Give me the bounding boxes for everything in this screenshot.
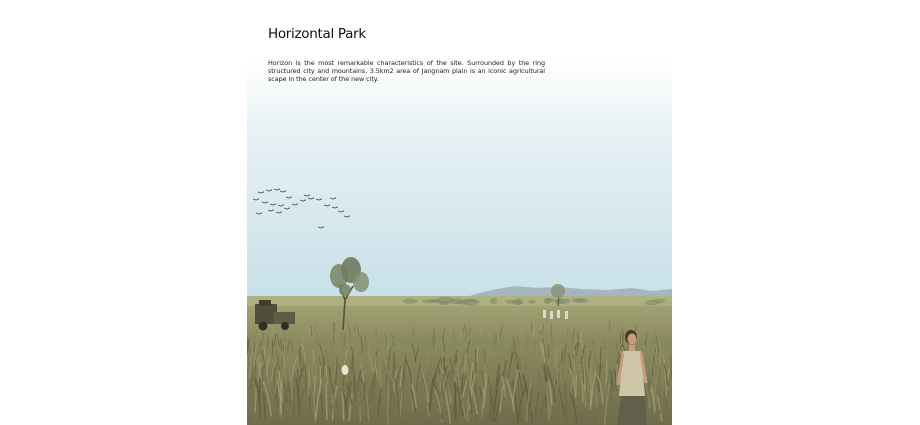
rice-stalk [308,373,309,396]
description-paragraph: Horizon is the most remarkable characteristics of the site. Surrounded by the ring structured city and mountains, 3.5km2 area of Jangnam plain is an iconic agricultural scape in the center of the new city. [268,59,545,83]
treeline-shrub [438,301,449,305]
sky [247,0,672,300]
treeline-shrub [575,298,588,303]
page-title: Horizontal Park [268,26,366,42]
rice-stalk [647,335,648,350]
treeline-shrub [490,298,497,305]
treeline-shrub [512,300,523,305]
rice-stalk [366,335,367,352]
rice-stalk [255,360,256,378]
treeline-shrub [463,299,479,306]
rice-stalk [656,347,657,364]
white-bird [342,365,349,375]
rice-stalk [403,368,404,403]
treeline-shrub [545,298,555,302]
rice-stalk [606,358,607,382]
rice-stalk [576,375,577,397]
treeline-shrub [449,298,463,304]
rice-stalk [294,388,295,418]
treeline-shrub [555,298,570,304]
treeline-shrub [403,298,417,304]
rice-stalk [349,362,350,389]
treeline-shrub [429,299,440,302]
treeline-shrub [528,300,535,304]
rice-stalk [490,386,491,419]
treeline-shrub [644,300,659,306]
